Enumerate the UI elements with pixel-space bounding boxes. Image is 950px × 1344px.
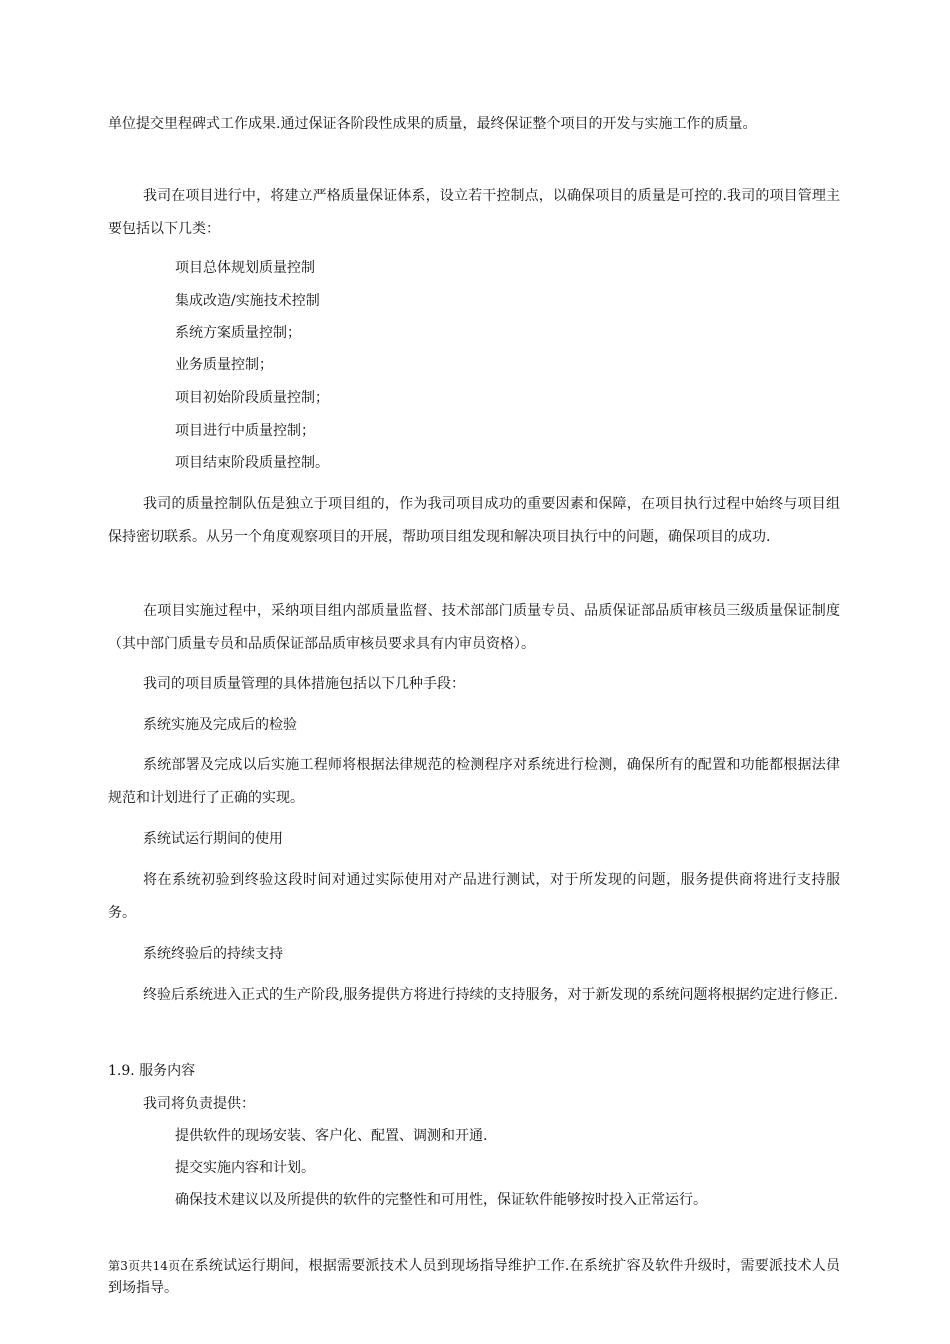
measure-title-support: 系统终验后的持续支持 <box>143 946 283 962</box>
paragraph-measures-intro: 我司的项目质量管理的具体措施包括以下几种手段： <box>143 676 465 692</box>
service-item-3: 确保技术建议以及所提供的软件的完整性和可用性，保证软件能够按时投入正常运行。 <box>175 1192 707 1208</box>
paragraph-quality-system: 我司在项目进行中，将建立严格质量保证体系，设立若干控制点，以确保项目的质量是可控的.我司的项目管理主要包括以下几类： <box>108 188 840 237</box>
paragraph-three-level-system: 在项目实施过程中，采纳项目组内部质量监督、技术部部门质量专员、品质保证部品质审核员三级质量保证制度（其中部门质量专员和品质保证部品质审核员要求具有内审员资格）。 <box>108 603 840 652</box>
measure-title-inspection: 系统实施及完成后的检验 <box>143 717 297 733</box>
service-item-2: 提交实施内容和计划。 <box>175 1160 315 1176</box>
paragraph-intro-continued: 单位提交里程碑式工作成果.通过保证各阶段性成果的质量，最终保证整个项目的开发与实施工作的质量。 <box>108 116 757 132</box>
section-heading-service: 1.9. 服务内容 <box>108 1063 196 1079</box>
list-item-category-1: 项目总体规划质量控制 <box>175 260 315 276</box>
footer-text: 在系统试运行期间，根据需要派技术人员到现场指导维护工作.在系统扩容及软件升级时，需要派技术人员到场指导。 <box>108 1258 841 1296</box>
list-item-category-4: 业务质量控制； <box>175 357 273 373</box>
measure-body-trial-run: 将在系统初验到终验这段时间对通过实际使用对产品进行测试，对于所发现的问题，服务提供商将进行支持服务。 <box>108 872 840 921</box>
paragraph-quality-team: 我司的质量控制队伍是独立于项目组的，作为我司项目成功的重要因素和保障，在项目执行过程中始终与项目组保持密切联系。从另一个角度观察项目的开展，帮助项目组发现和解决项目执行中的问题，确保项目的成功. <box>108 496 840 545</box>
measure-title-trial-run: 系统试运行期间的使用 <box>143 831 283 847</box>
page-number: 第3页共14页 <box>108 1259 181 1273</box>
measure-body-inspection: 系统部署及完成以后实施工程师将根据法律规范的检测程序对系统进行检测，确保所有的配置和功能都根据法律规范和计划进行了正确的实现。 <box>108 757 840 806</box>
list-item-category-2: 集成改造/实施技术控制 <box>175 293 320 309</box>
service-intro: 我司将负责提供： <box>143 1096 255 1112</box>
list-item-category-6: 项目进行中质量控制； <box>175 423 315 439</box>
list-item-category-5: 项目初始阶段质量控制； <box>175 390 329 406</box>
footer-block <box>108 1255 840 1299</box>
list-item-category-3: 系统方案质量控制； <box>175 325 301 341</box>
service-item-1: 提供软件的现场安装、客户化、配置、调测和开通. <box>175 1128 488 1144</box>
list-item-category-7: 项目结束阶段质量控制。 <box>175 455 329 471</box>
measure-body-support: 终验后系统进入正式的生产阶段,服务提供方将进行持续的支持服务，对于新发现的系统问题将根据约定进行修正. <box>143 987 838 1003</box>
